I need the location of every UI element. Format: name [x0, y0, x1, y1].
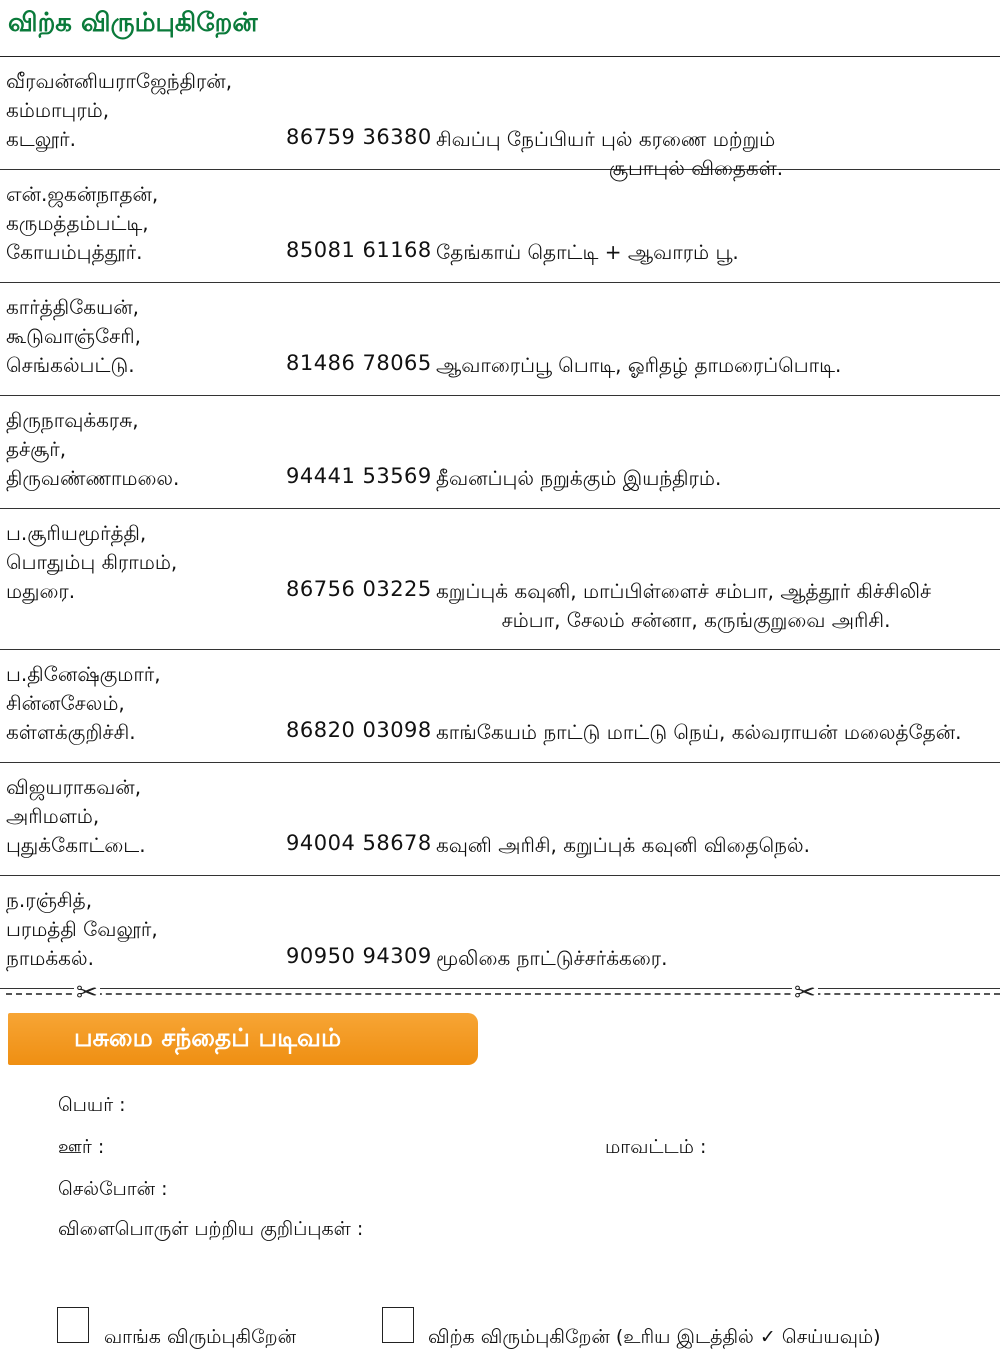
- seller-address: ப.சூரியமூர்த்தி, பொதும்பு கிராமம், மதுரை.: [6, 521, 178, 603]
- listing-row: [0, 650, 1000, 763]
- seller-phone: 94004 58678: [286, 831, 432, 855]
- product-description: தேங்காய் தொட்டி + ஆவாரம் பூ.: [436, 240, 739, 264]
- seller-address: கார்த்திகேயன், கூடுவாஞ்சேரி, செங்கல்பட்டு.: [6, 295, 142, 377]
- seller-address: ப.தினேஷ்குமார், சின்னசேலம், கள்ளக்குறிச்சி.: [6, 662, 161, 744]
- product-description: கவுனி அரிசி, கறுப்புக் கவுனி விதைநெல்.: [436, 833, 810, 857]
- seller-address: திருநாவுக்கரசு, தச்சூர், திருவண்ணாமலை.: [6, 408, 180, 490]
- seller-address: என்.ஜகன்நாதன், கருமத்தம்பட்டி, கோயம்புத்தூர்.: [6, 182, 159, 264]
- seller-phone: 85081 61168: [286, 238, 432, 262]
- page-title: விற்க விரும்புகிறேன்: [8, 8, 258, 38]
- cut-here-line: [6, 993, 1000, 995]
- seller-phone: 86759 36380: [286, 125, 432, 149]
- seller-phone: 94441 53569: [286, 464, 432, 488]
- scissors-icon: ✂: [794, 978, 816, 1008]
- form-banner: [8, 1013, 478, 1065]
- product-description: ஆவாரைப்பூ பொடி, ஓரிதழ் தாமரைப்பொடி.: [436, 353, 842, 377]
- scissors-icon: ✂: [76, 978, 98, 1008]
- district-field-label: மாவட்டம் :: [605, 1136, 707, 1158]
- form-title: பசுமை சந்தைப் படிவம்: [74, 1023, 342, 1052]
- buy-checkbox[interactable]: [57, 1307, 89, 1343]
- seller-phone: 86756 03225: [286, 577, 432, 601]
- listing-row: [0, 763, 1000, 876]
- notes-field-label: விளைபொருள் பற்றிய குறிப்புகள் :: [58, 1218, 364, 1240]
- listing-row: [0, 57, 1000, 180]
- seller-listings: [0, 57, 1000, 989]
- product-description: காங்கேயம் நாட்டு மாட்டு நெய், கல்வராயன் மலைத்தேன்.: [436, 720, 962, 744]
- name-field-label: பெயர் :: [58, 1094, 126, 1116]
- seller-phone: 86820 03098: [286, 718, 432, 742]
- sell-checkbox[interactable]: [382, 1307, 414, 1343]
- seller-phone: 81486 78065: [286, 351, 432, 375]
- village-field-label: ஊர் :: [58, 1136, 105, 1158]
- listing-row: [0, 396, 1000, 509]
- listing-row: [0, 509, 1000, 650]
- product-description: மூலிகை நாட்டுச்சர்க்கரை.: [436, 946, 668, 970]
- listing-row: [0, 283, 1000, 396]
- listing-row: [0, 170, 1000, 283]
- seller-address: ந.ரஞ்சித், பரமத்தி வேலூர், நாமக்கல்.: [6, 888, 158, 970]
- buy-option-label: வாங்க விரும்புகிறேன்: [104, 1326, 297, 1348]
- seller-phone: 90950 94309: [286, 944, 432, 968]
- product-description: சிவப்பு நேப்பியர் புல் கரணை மற்றும் சூபாபுல் விதைகள்.: [436, 127, 784, 180]
- listing-row: [0, 876, 1000, 989]
- seller-address: வீரவன்னியராஜேந்திரன், கம்மாபுரம், கடலூர்.: [6, 69, 233, 151]
- product-description: கறுப்புக் கவுனி, மாப்பிள்ளைச் சம்பா, ஆத்தூர் கிச்சிலிச் சம்பா, சேலம் சன்னா, கருங்குறுவை அரிசி.: [436, 579, 932, 632]
- sell-option-label: விற்க விரும்புகிறேன் (உரிய இடத்தில் ✓ செய்யவும்): [428, 1326, 881, 1348]
- seller-address: விஜயராகவன், அரிமளம், புதுக்கோட்டை.: [6, 775, 146, 857]
- product-description: தீவனப்புல் நறுக்கும் இயந்திரம்.: [436, 466, 722, 490]
- cellphone-field-label: செல்போன் :: [58, 1178, 168, 1200]
